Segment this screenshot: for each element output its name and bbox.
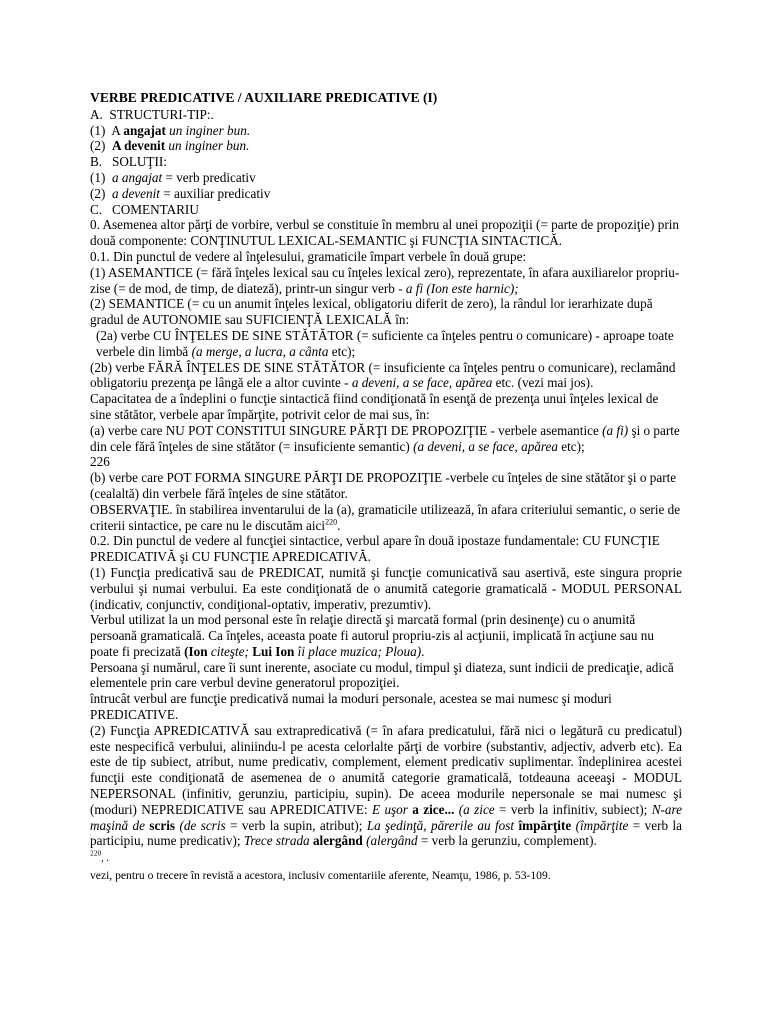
footnote-ref: 220 [325,517,338,527]
page-title: VERBE PREDICATIVE / AUXILIARE PREDICATIVE (I) [90,90,438,105]
paragraph-functia-apredicativa: (2) Funcţia APREDICATIVĂ sau extrapredicativă (= în afara predicatului, fără nici o legătură cu predicatul) este nespecifică verbului, aliniindu-l pe acesta celorlalte părţi de vorbire (substantiv, adjectiv, adverb etc). Ea este de tip subiect, atribut, nume predicativ, complement, element predicativ suplimentar. îndeplinirea acestei funcţii este condiţionată de asemenea de o anumită categorie gramaticală, totdeauna aceeaşi - MODUL NEPERSONAL (infinitiv, gerunziu, participiu, supin). De aceea modurile nepersonale se mai numesc şi (moduri) NEPREDICATIVE sau APREDICATIVE: E uşor a zice... (a zice = verb la infinitiv, subiect); N-are maşină de scris (de scris = verb la supin, atribut); La şedinţă, părerile au fost împărţite (împărţite = verb la participiu, nume predicativ); Trece strada alergând (alergând = verb la gerunziu, complement). [90,722,683,849]
document-page [90,90,682,883]
paragraph-asemantice: (1) ASEMANTICE (= fără înţeles lexical sau cu înţeles lexical zero), reprezentate, în afara auxiliarelor propriu-zise (= de mod, de timp, de diateză), printr-un singur verb - a fi (Ion este harnic); [90,264,680,296]
page-number: 226 [90,454,110,470]
section-a-heading: A. STRUCTURI-TIP:. [90,106,214,122]
example-1: (1) A angajat un inginer bun. [90,122,251,138]
paragraph-b: (b) verbe care POT FORMA SINGURE PĂRŢI DE PROPOZIŢIE -verbele cu înţeles de sine stătător şi o parte (cealaltă) din verbele fără înţeles de sine stătător. [90,470,677,501]
paragraph-verbul-utilizat: Verbul utilizat la un mod personal este în relaţie directă şi marcată formal (prin desinenţe) cu o anumită persoană gramaticală. Ca înţeles, aceasta poate fi autorul propriu-zis al acţiunii, implicată în acţiune sau nu poate fi precizată (Ion citeşte; Lui Ion îi place muzica; Ploua). [90,612,654,659]
footnote-number: 220 [90,848,102,858]
footnote-marker-line: $^{220}$, . [90,848,109,865]
paragraph-persoana: Persoana şi numărul, care îi sunt inerente, asociate cu modul, timpul şi diateza, sunt indicii de predicaţie, adică elementele prin care verbul devine generatorul propoziţiei. [90,659,674,691]
solution-2: (2) a devenit = auxiliar predicativ [90,185,271,201]
paragraph-observatie: OBSERVAŢIE. în stabilirea inventarului de la (a), gramaticile utilizează, în afara criteriului semantic, o serie de criterii sintactice, pe care nu le discutăm aici$^{220}$. [90,501,681,533]
example-2: (2) A devenit un inginer bun. [90,138,250,154]
section-b-heading: B. SOLUŢII: [90,154,167,170]
solution-1: (1) a angajat = verb predicativ [90,169,256,185]
paragraph-capacitatea: Capacitatea de a îndeplini o funcţie sintactică fiind condiţionată în esenţă de prezenţa unui înţeles lexical de sine stătător, verbele apar împărţite, potrivit celor de mai sus, în: [90,391,659,422]
paragraph-intrucat: întrucât verbul are funcţie predicativă numai la moduri personale, acestea se mai numesc şi moduri PREDICATIVE. [90,691,612,723]
paragraph-semantice: (2) SEMANTICE (= cu un anumit înţeles lexical, obligatoriu diferit de zero), la rândul lor ierarhizate după gradul de AUTONOMIE sau SUFICIENŢĂ LEXICALĂ în: [90,296,653,328]
footnote-text: vezi, pentru o trecere în revistă a acestora, inclusiv comentariile aferente, Neamţu, 1986, p. 53-109. [90,869,551,883]
paragraph-a: (a) verbe care NU POT CONSTITUI SINGURE PĂRŢI DE PROPOZIŢIE - verbele asemantice (a fi) şi o parte din cele fără înţeles de sine stătător (= insuficiente semantic) (a deveni, a se face, apărea etc); [90,422,680,454]
paragraph-2a: (2a) verbe CU ÎNŢELES DE SINE STĂTĂTOR (= suficiente ca înţeles pentru o comunicare) - aproape toate verbele din limbă (a merge, a lucra, a cânta etc); [96,327,674,359]
paragraph-0: 0. Asemenea altor părţi de vorbire, verbul se constituie în membru al unei propoziţii (= parte de propoziţie) prin două componente: CONŢINUTUL LEXICAL-SEMANTIC şi FUNCŢIA SINTACTICĂ. [90,217,679,249]
section-c-heading: C. COMENTARIU [90,201,199,217]
paragraph-0-1: 0.1. Din punctul de vedere al înţelesului, gramaticile împart verbele în două grupe: [90,248,527,264]
paragraph-0-2: 0.2. Din punctul de vedere al funcţiei sintactice, verbul apare în două ipostaze fundamentale: CU FUNCŢIE PREDICATIVĂ şi CU FUNCŢIE APREDICATIVĂ. [90,533,660,565]
paragraph-functia-predicativa: (1) Funcţia predicativă sau de PREDICAT, numită şi funcţie comunicativă sau asertivă, este singura proprie verbului şi numai verbului. Ea este condiţionată de o anumită categorie gramaticală - MODUL PERSONAL (indicativ, conjunctiv, condiţional-optativ, imperativ, prezumtiv). [90,564,682,612]
paragraph-2b: (2b) verbe FĂRĂ ÎNŢELES DE SINE STĂTĂTOR (= insuficiente ca înţeles pentru o comunicare), reclamând obligatoriu prezenţa pe lângă ele a altor cuvinte - a deveni, a se face, apărea etc. (vezi mai jos). [90,359,676,391]
